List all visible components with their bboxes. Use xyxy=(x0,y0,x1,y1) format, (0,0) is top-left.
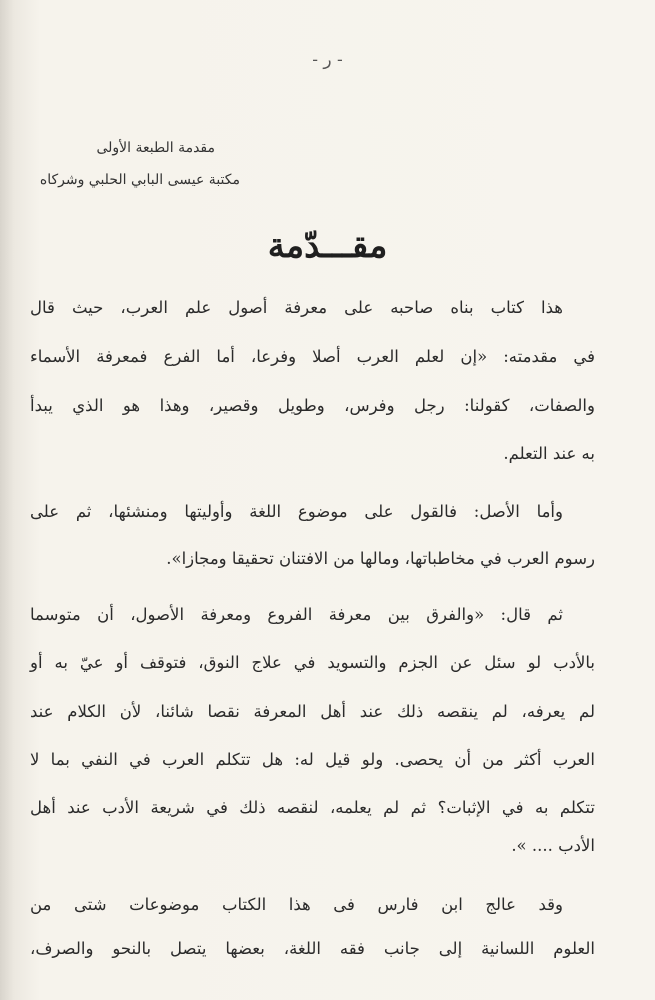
paragraph-3-line-2: بالأدب لو سئل عن الجزم والتسويد في علاج النوق، فتوقف أو عيّ به أو xyxy=(30,653,595,672)
paragraph-2-line-1: وأما الأصل: فالقول على موضوع اللغة وأوليتها ومنشئها، ثم على xyxy=(30,502,563,521)
publisher-note-line-1: مقدمة الطبعة الأولى xyxy=(96,140,215,156)
paragraph-3-line-5: تتكلم به في الإثبات؟ ثم لم يعلمه، لنقصه ذلك في شريعة الأدب عند أهل xyxy=(30,798,595,817)
paragraph-3-line-3: لم يعرفه، لم ينقصه ذلك عند أهل المعرفة نقصا شائنا، لأن الكلام عند xyxy=(30,702,595,721)
paragraph-3-line-4: العرب أكثر من أن يحصى. ولو قيل له: هل تتكلم العرب في النفي بما لا xyxy=(30,750,595,769)
paragraph-1-line-2: في مقدمته: «إن لعلم العرب أصلا وفرعا، أما الفرع فمعرفة الأسماء xyxy=(30,347,595,366)
paragraph-4-line-1: وقد عالج ابن فارس فى هذا الكتاب موضوعات شتى من xyxy=(30,895,563,914)
paragraph-3-line-6: الأدب .... ». xyxy=(511,836,595,855)
paragraph-1-line-1: هذا كتاب بناه صاحبه على معرفة أصول علم العرب، حيث قال xyxy=(30,298,563,317)
page-number: - ر - xyxy=(312,50,343,70)
paragraph-4-line-2: العلوم اللسانية إلى جانب فقه اللغة، بعضها يتصل بالنحو والصرف، xyxy=(30,939,595,958)
paragraph-1-line-3: والصفات، كقولنا: رجل وفرس، وطويل وقصير، وهذا هو الذي يبدأ xyxy=(30,396,595,415)
publisher-note-line-2: مكتبة عيسى البابي الحلبي وشركاه xyxy=(39,172,240,188)
paragraph-3-line-1: ثم قال: «والفرق بين معرفة الفروع ومعرفة الأصول، أن متوسما xyxy=(30,605,563,624)
paragraph-1-line-4: به عند التعلم. xyxy=(503,444,595,463)
paragraph-2-line-2: رسوم العرب في مخاطباتها، ومالها من الافتنان تحقيقا ومجازا». xyxy=(166,549,595,568)
page-title: مقـــدّمة xyxy=(267,226,388,266)
